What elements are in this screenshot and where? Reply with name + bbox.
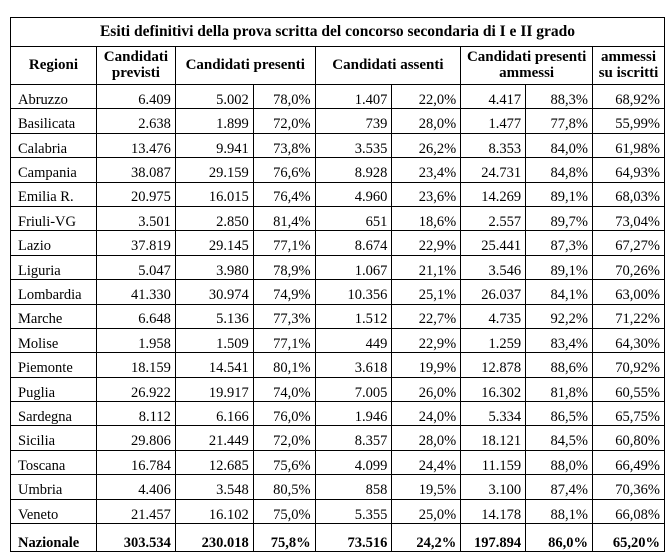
cell-ammessi: 2.557	[461, 206, 526, 230]
table-row	[11, 328, 665, 352]
cell-ammessi: 12.878	[461, 353, 526, 377]
cell-ammessi-pct: 89,7%	[526, 206, 593, 230]
cell-presenti-pct: 77,1%	[253, 328, 315, 352]
cell-assenti-pct: 24,2%	[392, 524, 461, 552]
cell-ammessi-pct: 88,6%	[526, 353, 593, 377]
cell-presenti-pct: 75,8%	[253, 524, 315, 552]
cell-ammessi: 3.546	[461, 255, 526, 279]
cell-ammessi-pct: 86,5%	[526, 402, 593, 426]
cell-presenti: 30.974	[175, 280, 253, 304]
cell-assenti-pct: 26,0%	[392, 377, 461, 401]
table-row	[11, 499, 665, 523]
cell-presenti: 29.159	[175, 158, 253, 182]
cell-previsti: 37.819	[96, 231, 175, 255]
cell-presenti-pct: 81,4%	[253, 206, 315, 230]
cell-iscritti-pct: 64,93%	[593, 158, 665, 182]
cell-presenti: 6.166	[175, 402, 253, 426]
cell-presenti-pct: 77,3%	[253, 304, 315, 328]
cell-ammessi: 197.894	[461, 524, 526, 552]
cell-presenti: 230.018	[175, 524, 253, 552]
cell-assenti: 449	[315, 328, 392, 352]
cell-presenti: 9.941	[175, 133, 253, 157]
cell-assenti: 1.407	[315, 85, 392, 109]
cell-assenti: 4.960	[315, 182, 392, 206]
cell-assenti: 7.005	[315, 377, 392, 401]
cell-assenti: 5.355	[315, 499, 392, 523]
table-row	[11, 133, 665, 157]
cell-ammessi: 18.121	[461, 426, 526, 450]
cell-regione: Nazionale	[11, 524, 97, 552]
cell-regione: Sicilia	[11, 426, 97, 450]
cell-regione: Sardegna	[11, 402, 97, 426]
cell-regione: Basilicata	[11, 109, 97, 133]
cell-assenti: 4.099	[315, 450, 392, 474]
cell-ammessi-pct: 87,3%	[526, 231, 593, 255]
cell-regione: Umbria	[11, 475, 97, 499]
cell-presenti: 19.917	[175, 377, 253, 401]
cell-presenti-pct: 75,0%	[253, 499, 315, 523]
table-row	[11, 231, 665, 255]
cell-presenti-pct: 78,0%	[253, 85, 315, 109]
cell-assenti: 10.356	[315, 280, 392, 304]
cell-ammessi: 14.178	[461, 499, 526, 523]
cell-presenti-pct: 80,1%	[253, 353, 315, 377]
cell-regione: Lombardia	[11, 280, 97, 304]
cell-presenti-pct: 76,0%	[253, 402, 315, 426]
cell-ammessi-pct: 84,1%	[526, 280, 593, 304]
cell-presenti-pct: 80,5%	[253, 475, 315, 499]
cell-presenti: 1.509	[175, 328, 253, 352]
cell-ammessi-pct: 86,0%	[526, 524, 593, 552]
cell-regione: Veneto	[11, 499, 97, 523]
cell-presenti-pct: 76,6%	[253, 158, 315, 182]
cell-presenti-pct: 74,0%	[253, 377, 315, 401]
cell-ammessi: 1.259	[461, 328, 526, 352]
cell-previsti: 13.476	[96, 133, 175, 157]
cell-assenti: 73.516	[315, 524, 392, 552]
cell-assenti-pct: 22,7%	[392, 304, 461, 328]
cell-ammessi-pct: 81,8%	[526, 377, 593, 401]
table-row	[11, 280, 665, 304]
cell-iscritti-pct: 73,04%	[593, 206, 665, 230]
cell-previsti: 4.406	[96, 475, 175, 499]
cell-assenti-pct: 19,9%	[392, 353, 461, 377]
cell-assenti: 8.674	[315, 231, 392, 255]
header-ammessi: Candidati presenti ammessi	[461, 47, 593, 85]
table-row	[11, 450, 665, 474]
cell-iscritti-pct: 60,80%	[593, 426, 665, 450]
cell-assenti: 1.067	[315, 255, 392, 279]
cell-presenti: 16.102	[175, 499, 253, 523]
cell-assenti: 3.535	[315, 133, 392, 157]
cell-previsti: 6.409	[96, 85, 175, 109]
cell-ammessi: 8.353	[461, 133, 526, 157]
cell-iscritti-pct: 67,27%	[593, 231, 665, 255]
cell-assenti-pct: 25,0%	[392, 499, 461, 523]
header-row	[11, 47, 665, 85]
cell-assenti: 739	[315, 109, 392, 133]
table-row	[11, 206, 665, 230]
cell-presenti: 12.685	[175, 450, 253, 474]
table-row	[11, 304, 665, 328]
cell-previsti: 18.159	[96, 353, 175, 377]
cell-ammessi-pct: 88,3%	[526, 85, 593, 109]
header-iscritti: ammessi su iscritti	[593, 47, 665, 85]
cell-assenti: 8.357	[315, 426, 392, 450]
cell-presenti: 2.850	[175, 206, 253, 230]
cell-presenti-pct: 78,9%	[253, 255, 315, 279]
cell-iscritti-pct: 70,92%	[593, 353, 665, 377]
cell-ammessi-pct: 84,5%	[526, 426, 593, 450]
cell-previsti: 21.457	[96, 499, 175, 523]
cell-ammessi: 24.731	[461, 158, 526, 182]
cell-presenti: 5.002	[175, 85, 253, 109]
cell-previsti: 16.784	[96, 450, 175, 474]
cell-iscritti-pct: 66,49%	[593, 450, 665, 474]
table-row	[11, 109, 665, 133]
cell-ammessi-pct: 89,1%	[526, 182, 593, 206]
cell-assenti-pct: 28,0%	[392, 426, 461, 450]
cell-iscritti-pct: 70,36%	[593, 475, 665, 499]
cell-presenti-pct: 77,1%	[253, 231, 315, 255]
table-body	[11, 85, 665, 552]
cell-regione: Piemonte	[11, 353, 97, 377]
cell-iscritti-pct: 68,03%	[593, 182, 665, 206]
cell-ammessi-pct: 83,4%	[526, 328, 593, 352]
table-row	[11, 402, 665, 426]
cell-previsti: 20.975	[96, 182, 175, 206]
cell-ammessi: 25.441	[461, 231, 526, 255]
cell-ammessi: 11.159	[461, 450, 526, 474]
cell-previsti: 1.958	[96, 328, 175, 352]
cell-presenti-pct: 73,8%	[253, 133, 315, 157]
cell-iscritti-pct: 63,00%	[593, 280, 665, 304]
cell-previsti: 26.922	[96, 377, 175, 401]
cell-regione: Marche	[11, 304, 97, 328]
cell-assenti: 1.512	[315, 304, 392, 328]
cell-previsti: 2.638	[96, 109, 175, 133]
cell-ammessi-pct: 92,2%	[526, 304, 593, 328]
cell-ammessi-pct: 84,0%	[526, 133, 593, 157]
cell-ammessi: 5.334	[461, 402, 526, 426]
table-row	[11, 158, 665, 182]
cell-iscritti-pct: 71,22%	[593, 304, 665, 328]
cell-iscritti-pct: 60,55%	[593, 377, 665, 401]
cell-iscritti-pct: 55,99%	[593, 109, 665, 133]
cell-regione: Calabria	[11, 133, 97, 157]
cell-iscritti-pct: 65,75%	[593, 402, 665, 426]
cell-assenti-pct: 24,0%	[392, 402, 461, 426]
cell-assenti-pct: 22,0%	[392, 85, 461, 109]
cell-ammessi: 26.037	[461, 280, 526, 304]
cell-assenti-pct: 22,9%	[392, 328, 461, 352]
cell-previsti: 5.047	[96, 255, 175, 279]
cell-assenti-pct: 26,2%	[392, 133, 461, 157]
cell-ammessi-pct: 88,0%	[526, 450, 593, 474]
cell-ammessi: 4.417	[461, 85, 526, 109]
title-row	[11, 18, 665, 47]
cell-regione: Toscana	[11, 450, 97, 474]
cell-assenti-pct: 28,0%	[392, 109, 461, 133]
cell-assenti: 8.928	[315, 158, 392, 182]
cell-iscritti-pct: 61,98%	[593, 133, 665, 157]
cell-ammessi: 14.269	[461, 182, 526, 206]
cell-previsti: 29.806	[96, 426, 175, 450]
cell-presenti: 1.899	[175, 109, 253, 133]
cell-regione: Molise	[11, 328, 97, 352]
cell-assenti-pct: 21,1%	[392, 255, 461, 279]
cell-iscritti-pct: 66,08%	[593, 499, 665, 523]
cell-presenti: 5.136	[175, 304, 253, 328]
cell-previsti: 38.087	[96, 158, 175, 182]
cell-assenti-pct: 25,1%	[392, 280, 461, 304]
cell-presenti: 29.145	[175, 231, 253, 255]
table-row	[11, 255, 665, 279]
cell-previsti: 303.534	[96, 524, 175, 552]
cell-ammessi-pct: 88,1%	[526, 499, 593, 523]
cell-previsti: 8.112	[96, 402, 175, 426]
table-row	[11, 353, 665, 377]
cell-presenti: 21.449	[175, 426, 253, 450]
table-row	[11, 85, 665, 109]
cell-regione: Campania	[11, 158, 97, 182]
cell-iscritti-pct: 68,92%	[593, 85, 665, 109]
cell-iscritti-pct: 70,26%	[593, 255, 665, 279]
cell-regione: Abruzzo	[11, 85, 97, 109]
header-assenti: Candidati assenti	[315, 47, 461, 85]
cell-regione: Puglia	[11, 377, 97, 401]
cell-ammessi-pct: 89,1%	[526, 255, 593, 279]
cell-ammessi: 4.735	[461, 304, 526, 328]
cell-assenti: 858	[315, 475, 392, 499]
cell-regione: Emilia R.	[11, 182, 97, 206]
cell-assenti-pct: 19,5%	[392, 475, 461, 499]
cell-presenti-pct: 72,0%	[253, 426, 315, 450]
cell-assenti-pct: 18,6%	[392, 206, 461, 230]
cell-presenti-pct: 74,9%	[253, 280, 315, 304]
cell-presenti-pct: 72,0%	[253, 109, 315, 133]
table-row	[11, 377, 665, 401]
results-table	[10, 17, 665, 552]
cell-ammessi: 16.302	[461, 377, 526, 401]
cell-assenti-pct: 23,6%	[392, 182, 461, 206]
cell-regione: Friuli-VG	[11, 206, 97, 230]
results-table-container	[10, 17, 665, 552]
table-row	[11, 182, 665, 206]
cell-presenti: 3.980	[175, 255, 253, 279]
table-row	[11, 426, 665, 450]
cell-ammessi-pct: 84,8%	[526, 158, 593, 182]
cell-previsti: 6.648	[96, 304, 175, 328]
table-title: Esiti definitivi della prova scritta del concorso secondaria di I e II grado	[11, 18, 665, 47]
cell-iscritti-pct: 64,30%	[593, 328, 665, 352]
cell-assenti-pct: 22,9%	[392, 231, 461, 255]
cell-ammessi-pct: 87,4%	[526, 475, 593, 499]
cell-regione: Lazio	[11, 231, 97, 255]
cell-ammessi-pct: 77,8%	[526, 109, 593, 133]
header-regioni: Regioni	[11, 47, 97, 85]
total-row	[11, 524, 665, 552]
cell-presenti-pct: 75,6%	[253, 450, 315, 474]
cell-presenti: 16.015	[175, 182, 253, 206]
cell-regione: Liguria	[11, 255, 97, 279]
cell-previsti: 3.501	[96, 206, 175, 230]
cell-presenti: 3.548	[175, 475, 253, 499]
cell-iscritti-pct: 65,20%	[593, 524, 665, 552]
cell-assenti: 3.618	[315, 353, 392, 377]
cell-ammessi: 1.477	[461, 109, 526, 133]
header-presenti: Candidati presenti	[175, 47, 315, 85]
cell-previsti: 41.330	[96, 280, 175, 304]
table-row	[11, 475, 665, 499]
cell-presenti: 14.541	[175, 353, 253, 377]
cell-assenti-pct: 23,4%	[392, 158, 461, 182]
cell-ammessi: 3.100	[461, 475, 526, 499]
cell-assenti: 651	[315, 206, 392, 230]
cell-assenti: 1.946	[315, 402, 392, 426]
header-previsti: Candidati previsti	[96, 47, 175, 85]
cell-assenti-pct: 24,4%	[392, 450, 461, 474]
cell-presenti-pct: 76,4%	[253, 182, 315, 206]
